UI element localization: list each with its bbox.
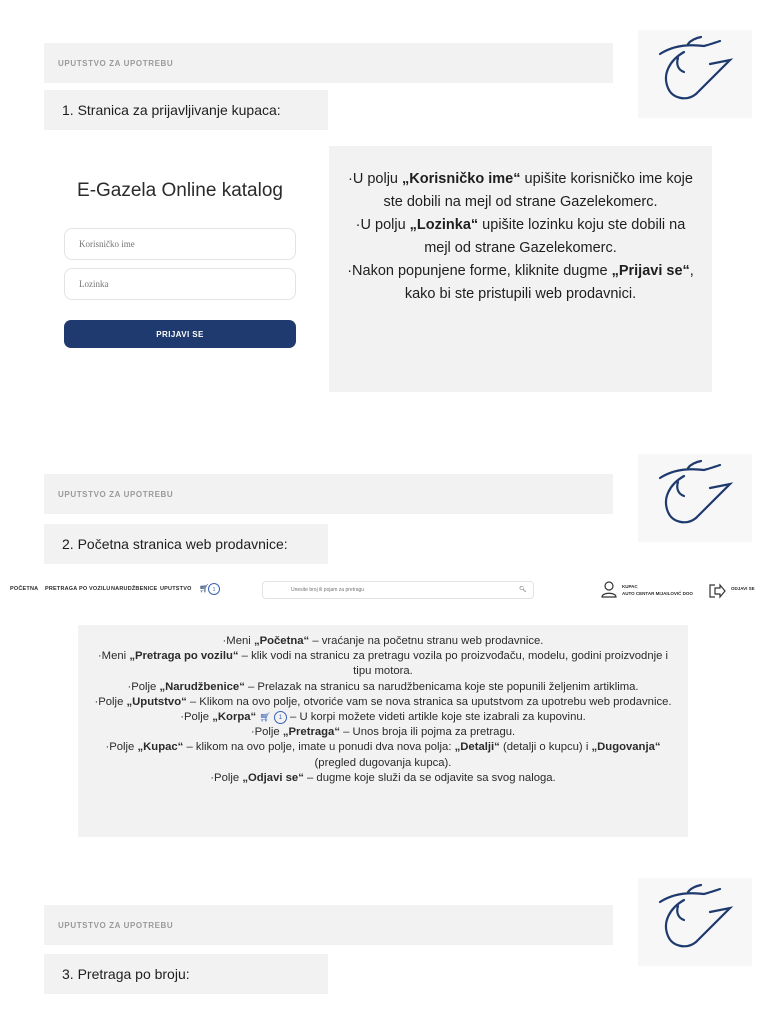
nav-item-narudzbenice[interactable]: NARUDŽBENICE — [111, 586, 158, 592]
cart-icon[interactable]: 🛒︎ — [199, 584, 210, 593]
instruction-line: ·Nakon popunjene forme, kliknite dugme „Prijavi se“, kako bi ste pristupili web prodavnici. — [347, 263, 694, 302]
logout-label[interactable]: ODJAVI SE — [731, 586, 755, 591]
nav-item-pocetna[interactable]: POČETNA — [10, 586, 39, 592]
instructions-header-2 — [44, 474, 613, 514]
section-title-1: 1. Stranica za prijavljivanje kupaca: — [44, 90, 328, 130]
login-button[interactable]: PRIJAVI SE — [64, 320, 296, 348]
instruction-line: ·Polje „Korpa“ 🛒︎ 1 – U korpi možete videti artikle koje ste izabrali za kupovinu. — [92, 710, 674, 725]
logout-icon[interactable] — [708, 583, 726, 599]
section-title-2: 2. Početna stranica web prodavnice: — [44, 524, 328, 564]
password-input[interactable] — [64, 268, 296, 300]
user-icon[interactable] — [600, 580, 618, 598]
username-input[interactable] — [64, 228, 296, 260]
cart-count-badge: 1 — [274, 711, 287, 724]
cart-count-badge[interactable]: 1 — [208, 583, 220, 595]
instruction-line: ·U polju „Korisničko ime“ upišite korisničko ime koje ste dobili na mejl od strane Gazelekomerc. — [348, 171, 693, 210]
login-title: E-Gazela Online katalog — [77, 180, 283, 201]
section-title-3: 3. Pretraga po broju: — [44, 954, 328, 994]
gazela-logo-icon — [638, 454, 752, 542]
instructions-header-3 — [44, 905, 613, 945]
user-role[interactable]: KUPAC — [622, 584, 638, 589]
nav-item-pretraga-po-vozilu[interactable]: PRETRAGA PO VOZILU — [45, 586, 111, 592]
instruction-line: ·Meni „Pretraga po vozilu“ – klik vodi na stranicu za pretragu vozila po proizvođaču, modelu, godini proizvodnje i tipu motora. — [97, 650, 669, 678]
instruction-line: ·Polje „Kupac“ – klikom na ovo polje, imate u ponudi dva nova polja: „Detalji“ (detalji o kupcu) i „Dugovanja“ (pregled dugovanja kupca). — [105, 741, 661, 769]
login-instructions — [329, 146, 712, 392]
instruction-line: ·Meni „Početna“ – vraćanje na početnu stranu web prodavnice. — [222, 635, 544, 647]
gazela-logo-icon — [638, 878, 752, 966]
shop-navbar — [0, 578, 768, 606]
cart-icon: 🛒︎ — [259, 712, 271, 723]
instruction-line: ·U polju „Lozinka“ upišite lozinku koju ste dobili na mejl od strane Gazelekomerc. — [355, 217, 686, 256]
nav-item-uputstvo[interactable]: UPUTSTVO — [160, 586, 192, 592]
home-instructions — [78, 625, 688, 837]
instruction-line: ·Polje „Uputstvo“ – Klikom na ovo polje, otvoriće vam se nova stranica sa uputstvom za upotrebu web prodavnice. — [94, 695, 672, 708]
instruction-line: ·Polje „Odjavi se“ – dugme koje služi da se odjavite sa svog naloga. — [210, 771, 556, 784]
search-icon[interactable]: 🔍︎ — [519, 587, 527, 593]
search-input[interactable] — [262, 581, 534, 599]
header-label: UPUTSTVO ZA UPOTREBU — [58, 920, 174, 930]
instructions-header-1 — [44, 43, 613, 83]
instruction-line: ·Polje „Pretraga“ – Unos broja ili pojma za pretragu. — [250, 726, 516, 739]
instruction-line: ·Polje „Narudžbenice“ – Prelazak na stranicu sa narudžbenicama koje ste popunili željenim artiklima. — [127, 680, 639, 693]
header-label: UPUTSTVO ZA UPOTREBU — [58, 58, 174, 68]
gazela-logo-icon — [638, 30, 752, 118]
user-name[interactable]: AUTO CENTAR MIJAILOVIĆ DOO — [622, 591, 693, 596]
header-label: UPUTSTVO ZA UPOTREBU — [58, 489, 174, 499]
